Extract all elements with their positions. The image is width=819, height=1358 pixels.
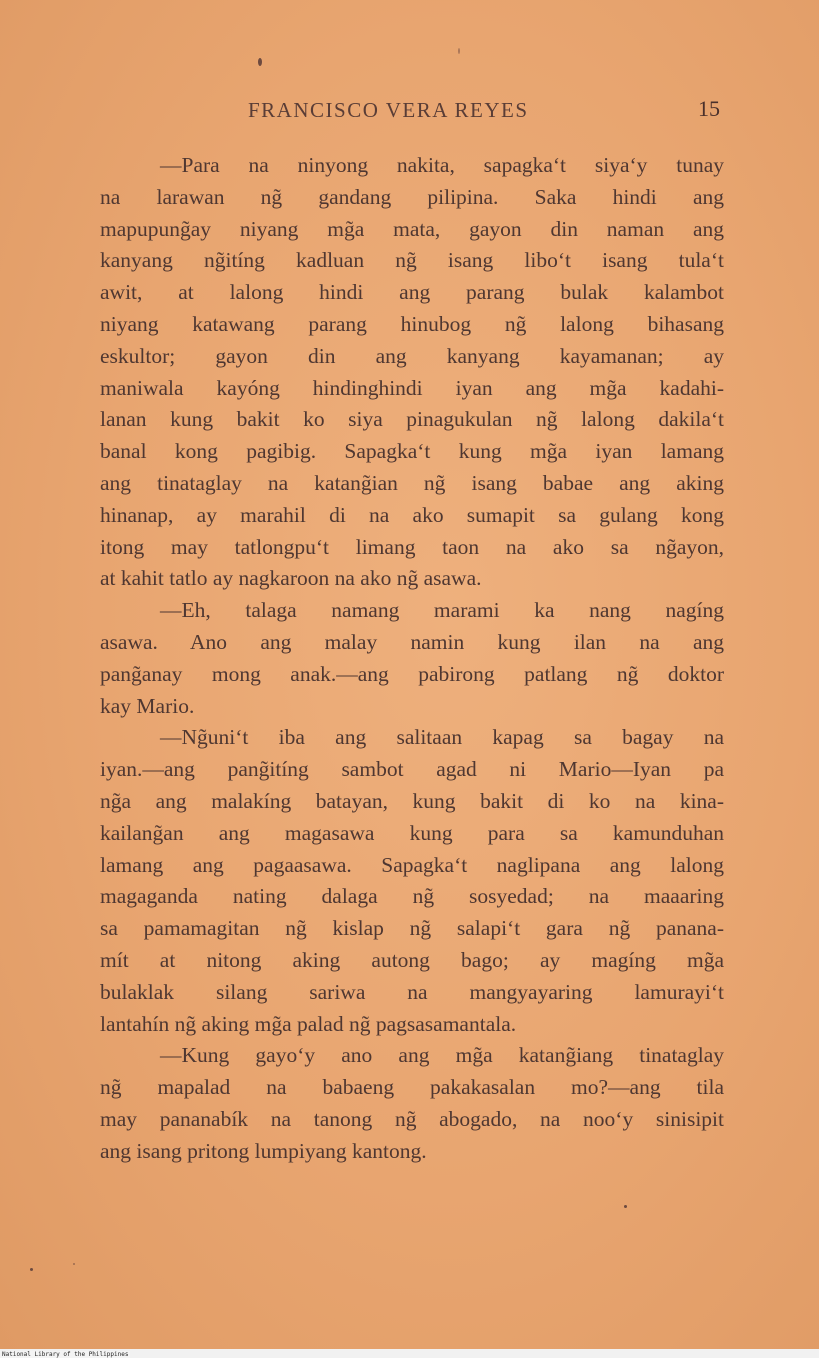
text-line: kay Mario. [100, 693, 195, 718]
text-line: itong may tatlongpu‘t limang taon na ako sa ng̃ayon, [100, 534, 724, 559]
text-line: lanan kung bakit ko siya pinagukulan ng̃ lalong dakila‘t [100, 407, 724, 432]
text-line: mít at nitong aking autong bago; ay magíng mg̃a [100, 947, 724, 972]
text-line: magaganda nating dalaga ng̃ sosyedad; na maaaring [100, 884, 724, 909]
text-line: ang tinataglay na katang̃ian ng̃ isang babae ang aking [100, 470, 724, 495]
text-line: ng̃a ang malakíng batayan, kung bakit di ko na kina- [100, 788, 724, 813]
text-line: ang isang pritong lumpiyang kantong. [100, 1138, 427, 1163]
text-line: —Eh, talaga namang marami ka nang nagíng [160, 598, 724, 623]
page-number: 15 [698, 96, 720, 121]
text-line: —Para na ninyong nakita, sapagka‘t siya‘y tunay [160, 153, 724, 177]
text-line: maniwala kayóng hindinghindi iyan ang mg̃a kadahi- [100, 375, 724, 400]
text-line: at kahit tatlo ay nagkaroon na ako ng̃ asawa. [100, 566, 482, 591]
text-line: awit, at lalong hindi ang parang bulak kalambot [100, 280, 724, 305]
text-line: bulaklak silang sariwa na mangyayaring lamurayi‘t [100, 979, 724, 1004]
scan-credit: National Library of the Philippines [2, 1351, 129, 1358]
text-line: na larawan ng̃ gandang pilipina. Saka hindi ang [100, 184, 724, 209]
text-line: eskultor; gayon din ang kanyang kayamanan; ay [100, 343, 724, 368]
running-head: FRANCISCO VERA REYES [248, 98, 529, 122]
text-line: banal kong pagibig. Sapagka‘t kung mg̃a iyan lamang [100, 439, 724, 464]
paper-speck [30, 1268, 33, 1271]
text-line: —Ng̃uni‘t iba ang salitaan kapag sa bagay na [160, 725, 724, 750]
text-line: lamang ang pagaasawa. Sapagka‘t naglipana ang lalong [100, 852, 724, 877]
body-text [100, 150, 724, 1168]
page-header [0, 98, 819, 132]
paper-speck [258, 58, 262, 66]
paper-speck [458, 48, 460, 54]
text-line: kailang̃an ang magasawa kung para sa kamunduhan [100, 820, 724, 845]
paper-speck [624, 1205, 627, 1208]
text-line: asawa. Ano ang malay namin kung ilan na ang [100, 629, 724, 654]
paper-speck [73, 1263, 75, 1265]
text-line: ng̃ mapalad na babaeng pakakasalan mo?—ang tila [100, 1075, 724, 1100]
text-line: lantahín ng̃ aking mg̃a palad ng̃ pagsasamantala. [100, 1011, 517, 1036]
text-line: pang̃anay mong anak.—ang pabirong patlang ng̃ doktor [100, 661, 724, 686]
text-line: mapupung̃ay niyang mg̃a mata, gayon din naman ang [100, 216, 724, 241]
text-line: —Kung gayo‘y ano ang mg̃a katang̃iang tinataglay [160, 1043, 724, 1068]
text-line: hinanap, ay marahil di na ako sumapit sa gulang kong [100, 502, 724, 527]
text-line: kanyang ng̃itíng kadluan ng̃ isang libo‘t isang tula‘t [100, 248, 724, 273]
text-line: sa pamamagitan ng̃ kislap ng̃ salapi‘t gara ng̃ panana- [100, 916, 724, 941]
text-line: iyan.—ang pang̃itíng sambot agad ni Mario—Iyan pa [100, 757, 724, 782]
text-line: may pananabík na tanong ng̃ abogado, na noo‘y sinisipit [100, 1106, 724, 1131]
text-line: niyang katawang parang hinubog ng̃ lalong bihasang [100, 311, 724, 336]
